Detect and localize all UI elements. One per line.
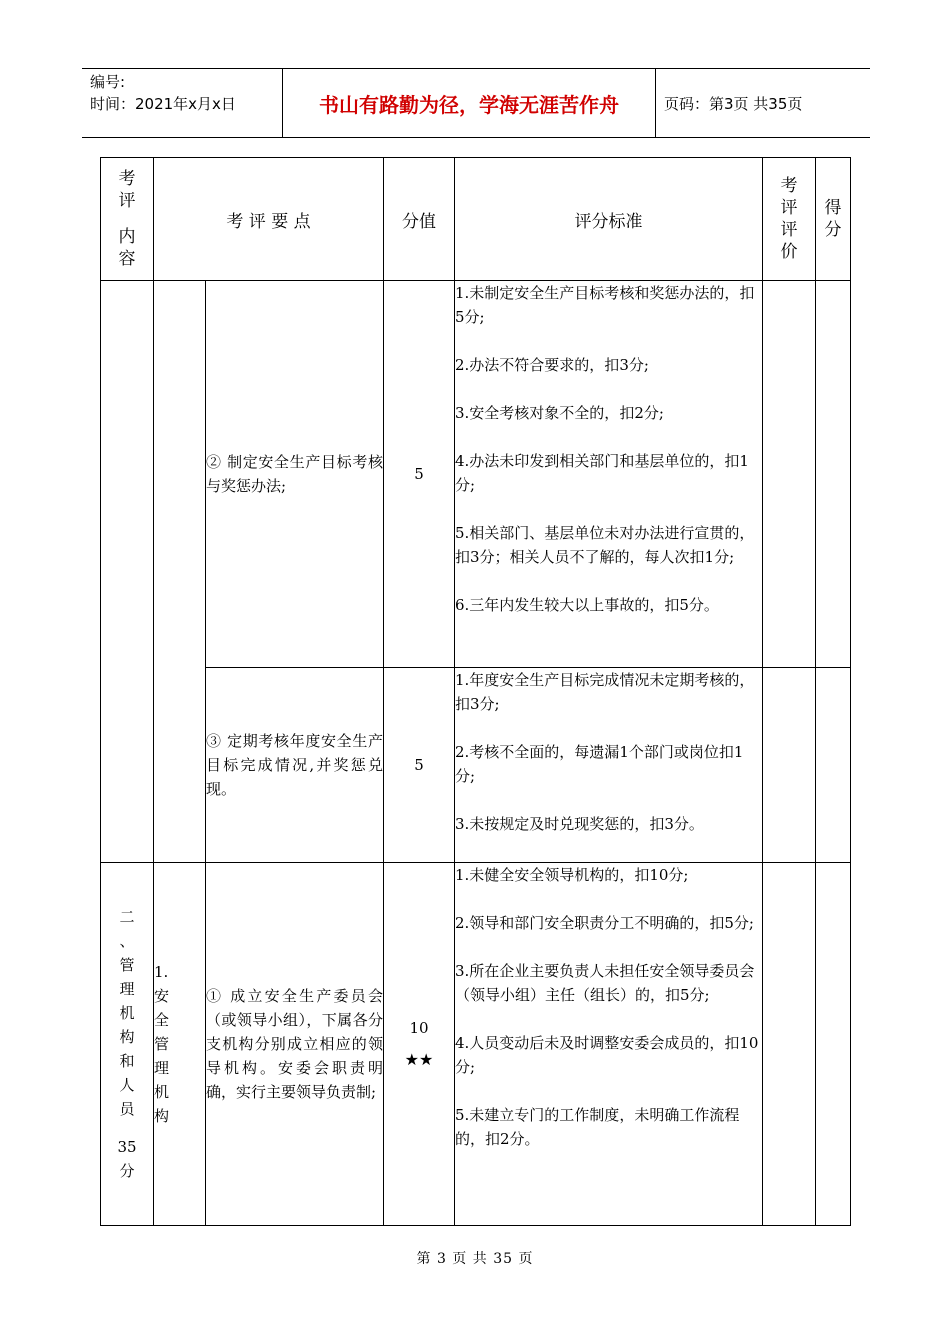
- header-points: 考 评 要 点: [154, 158, 384, 281]
- header-score: 分值: [384, 158, 455, 281]
- score-value: [384, 863, 455, 1226]
- header-evaluation: 考 评 评 价: [763, 158, 816, 281]
- evaluation-table: [100, 157, 851, 1226]
- page-header: [82, 68, 870, 138]
- page-footer: 第 3 页 共 35 页: [416, 1251, 534, 1267]
- evaluation-cell[interactable]: [763, 863, 816, 1226]
- star-rating: ★★: [404, 1050, 434, 1069]
- header-got-score: 得 分: [816, 158, 851, 281]
- table-row: [101, 863, 851, 1226]
- header-content: 考 评 内 容: [101, 158, 154, 281]
- got-score-cell[interactable]: [816, 668, 851, 863]
- header-criteria: 评分标准: [455, 158, 763, 281]
- evaluation-cell[interactable]: [763, 668, 816, 863]
- category-cell: 二 、 管 理 机 构 和 人 员 35 分: [101, 863, 154, 1226]
- doc-number-label: 编号:: [90, 73, 126, 91]
- category-cell-empty: [101, 281, 154, 863]
- motto: 书山有路勤为径，学海无涯苦作舟: [319, 92, 619, 117]
- table-row: [101, 668, 851, 863]
- got-score-cell[interactable]: [816, 281, 851, 668]
- criteria-list: 1.未制定安全生产目标考核和奖惩办法的，扣5分; 2.办法不符合要求的，扣3分; 3.安全考核对象不全的，扣2分; 4.办法未印发到相关部门和基层单位的，扣1分; 5.相关部门、基层单位未对办法进行宣贯的，扣3分；相关人员不了解的，每人次扣1分; 6.三年内发生较大以上事故的，扣5分。: [455, 281, 763, 668]
- evaluation-point: ① 成立安全生产委员会（或领导小组），下属各分支机构分别成立相应的领导机构。安委会职责明确，实行主要领导负责制;: [206, 863, 384, 1226]
- table-row: [101, 281, 851, 668]
- subcategory-cell-empty: [154, 281, 206, 863]
- criteria-list: 1.未健全安全领导机构的，扣10分; 2.领导和部门安全职责分工不明确的，扣5分; 3.所在企业主要负责人未担任安全领导委员会（领导小组）主任（组长）的，扣5分; 4.人员变动后未及时调整安委会成员的，扣10分; 5.未建立专门的工作制度，未明确工作流程的，扣2分。: [455, 863, 763, 1226]
- evaluation-point: ② 制定安全生产目标考核与奖惩办法;: [206, 281, 384, 668]
- criteria-list: 1.年度安全生产目标完成情况未定期考核的，扣3分; 2.考核不全面的，每遗漏1个部门或岗位扣1分; 3.未按规定及时兑现奖惩的，扣3分。: [455, 668, 763, 863]
- page-info: 页码：第3页 共35页: [664, 94, 803, 113]
- subcategory-cell: 1. 安 全 管 理 机 构: [154, 863, 206, 1226]
- evaluation-point: ③ 定期考核年度安全生产目标完成情况,并奖惩兑现。: [206, 668, 384, 863]
- table-header-row: [101, 158, 851, 281]
- score-number: 10: [409, 1019, 429, 1037]
- got-score-cell[interactable]: [816, 863, 851, 1226]
- time-label: 时间：2021年x月x日: [90, 95, 236, 113]
- evaluation-cell[interactable]: [763, 281, 816, 668]
- score-value: 5: [384, 668, 455, 863]
- score-value: 5: [384, 281, 455, 668]
- header-meta: [82, 69, 282, 137]
